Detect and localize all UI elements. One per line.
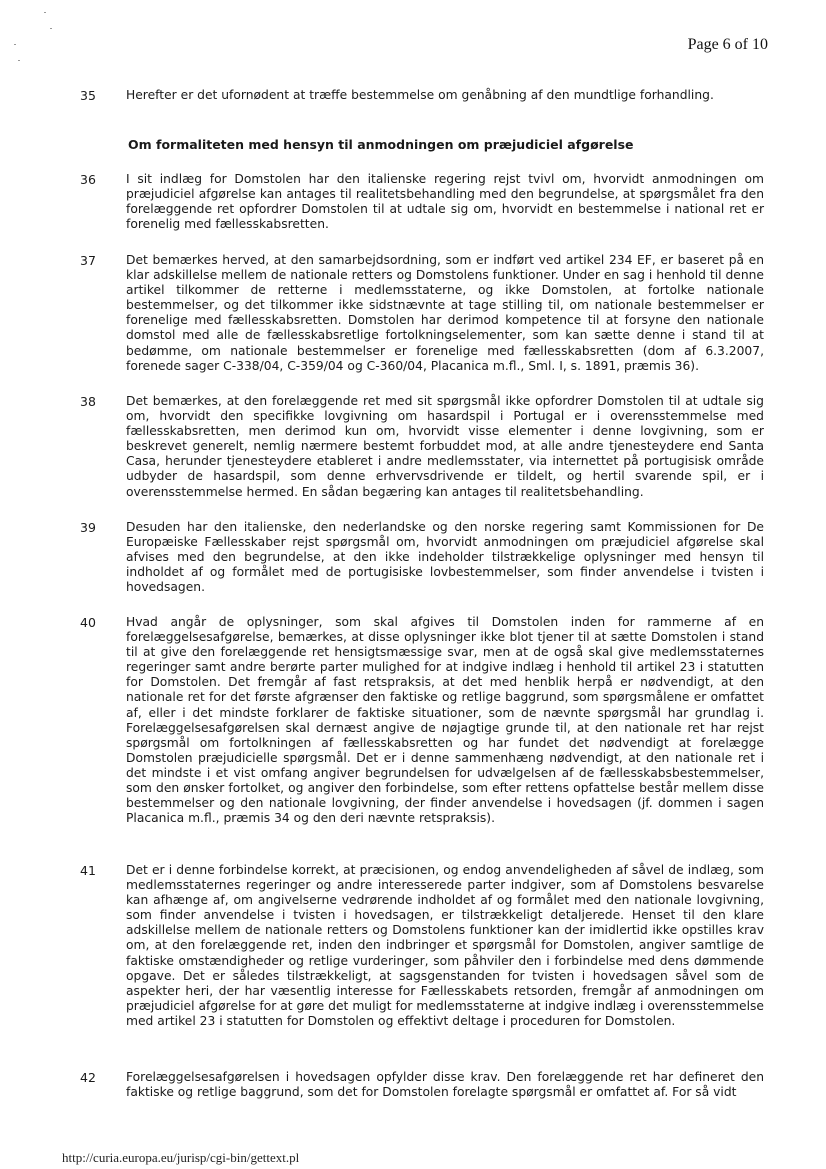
paragraph-number: 42 xyxy=(80,1070,96,1085)
footer-url[interactable]: http://curia.europa.eu/jurisp/cgi-bin/gettext.pl xyxy=(62,1150,300,1165)
paragraph-40 xyxy=(82,615,764,826)
paragraph-number: 41 xyxy=(80,863,96,878)
paragraph-41 xyxy=(82,863,764,1029)
paragraph-text: Forelæggelsesafgørelsen i hovedsagen opfylder disse krav. Den forelæggende ret har defineret den faktiske og retlige baggrund, som det for Domstolen forelagte spørgsmål er omfattet af. For så vidt xyxy=(126,1070,764,1100)
scan-speck xyxy=(18,60,20,61)
paragraph-text: Herefter er det ufornødent at træffe bestemmelse om genåbning af den mundtlige forhandling. xyxy=(126,88,714,102)
paragraph-text: Hvad angår de oplysninger, som skal afgives til Domstolen inden for rammerne af en forelæggelsesafgørelse, bemærkes, at disse oplysninger ikke blot tjener til at sætte Domstolen i stand til at give den forelæggende ret hensigtsmæssige svar, men at de også skal give medlemsstaternes regeringer samt andre berørte parter mulighed for at indgive indlæg i henhold til artikel 23 i statutten for Domstolen. Det fremgår af fast retspraksis, at det med henblik herpå er nødvendigt, at den nationale ret for det første afgrænser den faktiske og retlige baggrund, som spørgsmålene er omfattet af, eller i det mindste forklarer de faktiske situationer, som de nævnte spørgsmål har grundlag i. Forelæggelsesafgørelsen skal dernæst angive de nøjagtige grunde til, at den nationale ret har rejst spørgsmål om fortolkningen af fællesskabsretten og har fundet det nødvendigt at forelægge Domstolen præjudicielle spørgsmål. Det er i denne sammenhæng nødvendigt, at den nationale ret i det mindste i et vist omfang angiver begrundelsen for udvælgelsen af de fællesskabsbestemmelser, som den ønsker fortolket, og angiver den forbindelse, som efter rettens opfattelse består mellem disse bestemmelser og den nationale lovgivning, der finder anvendelse i hovedsagen (jf. dommen i sagen Placanica m.fl., præmis 34 og den deri nævnte retspraksis). xyxy=(126,615,764,826)
paragraph-38 xyxy=(82,394,764,500)
paragraph-number: 39 xyxy=(80,520,96,535)
scan-speck xyxy=(50,28,52,29)
paragraph-35 xyxy=(82,88,764,103)
paragraph-number: 38 xyxy=(80,394,96,409)
paragraph-text: Desuden har den italienske, den nederlandske og den norske regering samt Kommissionen for De Europæiske Fællesskaber rejst spørgsmål om, hvorvidt anmodningen om præjudiciel afgørelse skal afvises med den begrundelse, at den ikke indeholder tilstrækkelige oplysninger med hensyn til indholdet af og formålet med de portugisiske lovbestemmelser, som finder anvendelse i tvisten i hovedsagen. xyxy=(126,520,764,595)
scan-speck xyxy=(44,12,46,13)
paragraph-number: 36 xyxy=(80,172,96,187)
paragraph-37 xyxy=(82,253,764,374)
paragraph-39 xyxy=(82,520,764,595)
page-number: Page 6 of 10 xyxy=(687,36,768,53)
paragraph-number: 40 xyxy=(80,615,96,630)
paragraph-number: 37 xyxy=(80,253,96,268)
paragraph-text: Det bemærkes, at den forelæggende ret med sit spørgsmål ikke opfordrer Domstolen til at udtale sig om, hvorvidt den specifikke lovgivning om hasardspil i Portugal er i overensstemmelse med fællesskabsretten, men derimod kun om, hvorvidt visse elementer i denne lovgivning, som er beskrevet generelt, nemlig nærmere bestemt forbuddet mod, at alle andre tjenesteydere end Santa Casa, herunder tjenesteydere etableret i andre medlemsstater, via internettet på portugisisk område udbyder de hasardspil, som denne erhvervsdrivende er tildelt, og hertil svarende spil, er i overensstemmelse hermed. En sådan begæring kan antages til realitetsbehandling. xyxy=(126,394,764,499)
paragraph-text: Det er i denne forbindelse korrekt, at præcisionen, og endog anvendeligheden af såvel de indlæg, som medlemsstaternes regeringer og andre interesserede parter indgiver, som af Domstolens besvarelse kan afhænge af, om angivelserne vedrørende indholdet af og formålet med den nationale lovgivning, som finder anvendelse i tvisten i hovedsagen, er tilstrækkeligt detaljerede. Henset til den klare adskillelse mellem de nationale retters og Domstolens funktioner kan der imidlertid ikke opstilles krav om, at den forelæggende ret, inden den indbringer et spørgsmål for Domstolen, angiver samtlige de faktiske omstændigheder og retlige vurderinger, som påhviler den i forbindelse med dens dømmende opgave. Det er således tilstrækkeligt, at sagsgenstanden for tvisten i hovedsagen såvel som de aspekter heri, der har væsentlig interesse for Fællesskabets retsorden, fremgår af anmodningen om præjudiciel afgørelse for at gøre det muligt for medlemsstaterne at indgive indlæg i overensstemmelse med artikel 23 i statutten for Domstolen og effektivt deltage i proceduren for Domstolen. xyxy=(126,863,764,1028)
paragraph-36 xyxy=(82,172,764,232)
scan-speck xyxy=(14,44,16,45)
paragraph-text: Det bemærkes herved, at den samarbejdsordning, som er indført ved artikel 234 EF, er baseret på en klar adskillelse mellem de nationale retters og Domstolens funktioner. Under en sag i henhold til denne artikel tilkommer de retterne i medlemsstaterne, og ikke Domstolen, at fortolke nationale bestemmelser, og det tilkommer ikke sidstnævnte at tage stilling til, om nationale bestemmelser er forenelige med fællesskabsretten. Domstolen har derimod kompetence til at forsyne den nationale domstol med alle de fællesskabsretlige fortolkningselementer, som kan sætte denne i stand til at bedømme, om nationale bestemmelser er forenelige med fællesskabsretten (dom af 6.3.2007, forenede sager C-338/04, C-359/04 og C-360/04, Placanica m.fl., Sml. I, s. 1891, præmis 36). xyxy=(126,253,764,373)
paragraph-text: I sit indlæg for Domstolen har den italienske regering rejst tvivl om, hvorvidt anmodningen om præjudiciel afgørelse kan antages til realitetsbehandling med den begrundelse, at spørgsmålet fra den forelæggende ret opfordrer Domstolen til at udtale sig om, hvorvidt en bestemmelse i national ret er forenelig med fællesskabsretten. xyxy=(126,172,764,232)
paragraph-number: 35 xyxy=(80,88,96,103)
paragraph-42 xyxy=(82,1070,764,1100)
section-heading: Om formaliteten med hensyn til anmodningen om præjudiciel afgørelse xyxy=(128,137,634,152)
